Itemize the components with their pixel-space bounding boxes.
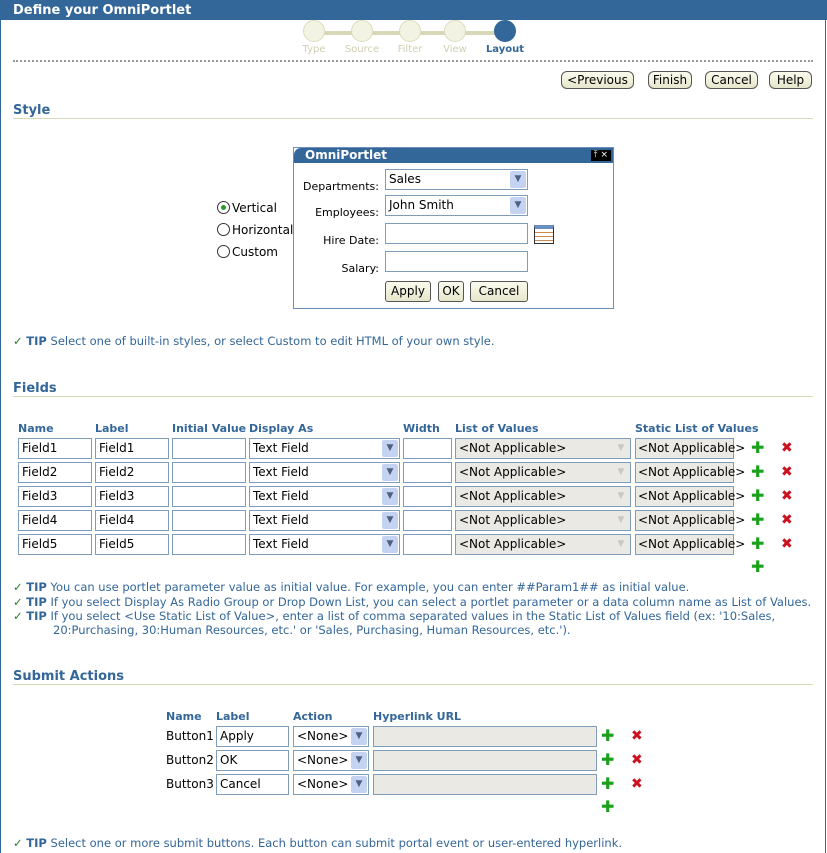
tip-label: TIP (26, 334, 47, 348)
preview-cancel-button[interactable]: Cancel (470, 281, 528, 302)
field-display-as-select-value: Text Field (253, 441, 309, 455)
salary-input[interactable] (385, 251, 528, 272)
tip-text: If you select <Use Static List of Value>, enter a list of comma separated values in the Static List of Values field (ex: '10:Sales, (50, 609, 776, 623)
field-initial-value-input[interactable] (172, 510, 246, 531)
field-static-list-input[interactable]: <Not Applicable> (635, 510, 734, 531)
field-width-input[interactable] (403, 510, 452, 531)
field-label-input[interactable]: Field5 (95, 534, 169, 555)
divider (13, 396, 813, 397)
train-step-view-icon[interactable] (444, 20, 466, 42)
field-name-input[interactable]: Field4 (18, 510, 92, 531)
finish-button[interactable]: Finish (648, 71, 692, 89)
delete-icon[interactable]: ✖ (631, 776, 643, 792)
field-initial-value-input[interactable] (172, 462, 246, 483)
field-list-of-values-select-value: <Not Applicable> (459, 513, 567, 527)
button-action-select-value: <None> (297, 753, 349, 767)
delete-icon[interactable]: ✖ (781, 536, 793, 552)
chevron-down-icon: ▼ (382, 440, 398, 457)
field-label-input[interactable]: Field4 (95, 510, 169, 531)
field-list-of-values-select[interactable] (455, 438, 631, 459)
field-name-input[interactable]: Field2 (18, 462, 92, 483)
employees-label: Employees: (315, 206, 379, 219)
style-radio-label: Vertical (232, 201, 277, 215)
check-icon: ✓ (13, 609, 23, 623)
field-static-list-input[interactable]: <Not Applicable> (635, 534, 734, 555)
employees-select[interactable] (385, 195, 528, 216)
field-width-input[interactable] (403, 534, 452, 555)
field-list-of-values-select-value: <Not Applicable> (459, 489, 567, 503)
departments-value: Sales (389, 172, 421, 186)
field-list-of-values-select[interactable] (455, 486, 631, 507)
button-action-select-value: <None> (297, 729, 349, 743)
field-tip (13, 609, 775, 623)
style-tip (13, 334, 495, 348)
field-display-as-select[interactable] (249, 486, 400, 507)
style-radio-vertical[interactable] (217, 201, 230, 214)
button-name: Button2 (166, 753, 214, 767)
field-display-as-select-value: Text Field (253, 489, 309, 503)
tip-label: TIP (26, 580, 47, 594)
train-step-label: Type (302, 44, 326, 55)
button-action-select[interactable] (293, 750, 369, 771)
button-action-select-value: <None> (297, 777, 349, 791)
style-radio-label: Horizontal (232, 223, 294, 237)
add-icon[interactable]: ✚ (751, 438, 765, 457)
delete-icon[interactable]: ✖ (781, 512, 793, 528)
column-header: Initial Value (172, 422, 247, 435)
tip-label: TIP (26, 595, 47, 609)
field-display-as-select[interactable] (249, 438, 400, 459)
preview-ok-button[interactable]: OK (438, 281, 464, 302)
chevron-down-icon: ▼ (613, 440, 629, 457)
chevron-down-icon: ▼ (351, 776, 367, 793)
add-icon[interactable]: ✚ (601, 797, 615, 816)
chevron-down-icon: ▼ (382, 488, 398, 505)
tip-label: TIP (26, 836, 47, 850)
help-button[interactable]: Help (769, 71, 812, 89)
button-action-select[interactable] (293, 726, 369, 747)
tip-text: If you select Display As Radio Group or Drop Down List, you can select a portlet parameter or a data column name as List of Values. (50, 595, 812, 609)
hyperlink-url-input[interactable] (373, 726, 597, 747)
field-label-input[interactable]: Field3 (95, 486, 169, 507)
train-step-layout-icon (494, 20, 516, 42)
cancel-button[interactable]: Cancel (705, 71, 758, 89)
field-width-input[interactable] (403, 438, 452, 459)
train-step-type-icon[interactable] (303, 20, 325, 42)
train-step-label: Source (344, 44, 380, 55)
add-icon[interactable]: ✚ (751, 510, 765, 529)
add-icon[interactable]: ✚ (751, 462, 765, 481)
column-header: Action (293, 710, 333, 723)
chevron-down-icon: ▼ (613, 512, 629, 529)
field-name-input[interactable]: Field5 (18, 534, 92, 555)
chevron-down-icon: ▼ (510, 197, 526, 214)
column-header: Static List of Values (635, 422, 759, 435)
style-radio-horizontal[interactable] (217, 223, 230, 236)
field-static-list-input[interactable]: <Not Applicable> (635, 462, 734, 483)
field-initial-value-input[interactable] (172, 438, 246, 459)
field-display-as-select[interactable] (249, 462, 400, 483)
employees-value: John Smith (389, 198, 454, 212)
field-static-list-input[interactable]: <Not Applicable> (635, 438, 734, 459)
field-static-list-input[interactable]: <Not Applicable> (635, 486, 734, 507)
train-step-label: Filter (397, 44, 423, 55)
divider (13, 60, 813, 62)
field-label-input[interactable]: Field2 (95, 462, 169, 483)
divider (13, 118, 813, 119)
field-list-of-values-select[interactable] (455, 534, 631, 555)
chevron-down-icon: ▼ (382, 536, 398, 553)
delete-icon[interactable]: ✖ (781, 440, 793, 456)
field-list-of-values-select-value: <Not Applicable> (459, 537, 567, 551)
chevron-down-icon: ▼ (382, 512, 398, 529)
column-header: Label (216, 710, 250, 723)
column-header: Label (95, 422, 129, 435)
submit-actions-heading: Submit Actions (13, 669, 125, 684)
field-tip-continued: 20:Purchasing, 30:Human Resources, etc.' or 'Sales, Purchasing, Human Resources, etc.'). (53, 623, 571, 637)
check-icon: ✓ (13, 580, 23, 594)
check-icon: ✓ (13, 334, 23, 348)
button-name: Button3 (166, 777, 214, 791)
check-icon: ✓ (13, 595, 23, 609)
chevron-down-icon: ▼ (382, 464, 398, 481)
delete-icon[interactable]: ✖ (631, 728, 643, 744)
field-initial-value-input[interactable] (172, 534, 246, 555)
button-label-input[interactable]: Apply (216, 726, 289, 747)
tip-text: You can use portlet parameter value as initial value. For example, you can enter ##Param1## as initial value. (50, 580, 690, 594)
fields-heading: Fields (13, 381, 57, 396)
departments-select[interactable] (385, 169, 528, 190)
field-display-as-select-value: Text Field (253, 513, 309, 527)
chevron-down-icon: ▼ (351, 752, 367, 769)
delete-icon[interactable]: ✖ (781, 488, 793, 504)
button-name: Button1 (166, 729, 214, 743)
field-initial-value-input[interactable] (172, 486, 246, 507)
field-display-as-select[interactable] (249, 534, 400, 555)
button-label-input[interactable]: Cancel (216, 774, 289, 795)
field-list-of-values-select-value: <Not Applicable> (459, 441, 567, 455)
style-preview (293, 147, 614, 309)
check-icon: ✓ (13, 836, 23, 850)
train-step-label: Layout (485, 44, 525, 55)
column-header: Hyperlink URL (373, 710, 462, 723)
chevron-down-icon: ▼ (510, 171, 526, 188)
delete-icon[interactable]: ✖ (781, 464, 793, 480)
field-display-as-select-value: Text Field (253, 537, 309, 551)
submit-tip (13, 836, 622, 850)
style-radio-custom[interactable] (217, 245, 230, 258)
chevron-down-icon: ▼ (613, 536, 629, 553)
column-header: Display As (249, 422, 314, 435)
style-heading: Style (13, 103, 51, 118)
add-icon[interactable]: ✚ (751, 557, 765, 576)
salary-label: Salary: (341, 262, 379, 275)
field-list-of-values-select-value: <Not Applicable> (459, 465, 567, 479)
column-header: Name (166, 710, 202, 723)
add-icon[interactable]: ✚ (751, 486, 765, 505)
preview-title: OmniPortlet (294, 148, 613, 163)
chevron-down-icon: ▼ (613, 464, 629, 481)
field-list-of-values-select[interactable] (455, 510, 631, 531)
preview-window-controls: ⤒ × (591, 150, 611, 161)
train-step-source-icon[interactable] (351, 20, 373, 42)
chevron-down-icon: ▼ (351, 728, 367, 745)
tip-label: TIP (26, 609, 47, 623)
style-radio-label: Custom (232, 245, 278, 259)
train-step-filter-icon[interactable] (399, 20, 421, 42)
field-display-as-select-value: Text Field (253, 465, 309, 479)
departments-label: Departments: (302, 180, 379, 193)
field-label-input[interactable]: Field1 (95, 438, 169, 459)
column-header: List of Values (455, 422, 539, 435)
delete-icon[interactable]: ✖ (631, 752, 643, 768)
calendar-icon[interactable] (534, 225, 554, 244)
field-list-of-values-select[interactable] (455, 462, 631, 483)
add-icon[interactable]: ✚ (601, 774, 615, 793)
field-width-input[interactable] (403, 486, 452, 507)
add-icon[interactable]: ✚ (601, 750, 615, 769)
field-name-input[interactable]: Field1 (18, 438, 92, 459)
chevron-down-icon: ▼ (613, 488, 629, 505)
button-label-input[interactable]: OK (216, 750, 289, 771)
field-tip (13, 595, 811, 609)
page-title: Define your OmniPortlet (1, 0, 827, 20)
column-header: Width (403, 422, 440, 435)
preview-apply-button[interactable]: Apply (385, 281, 431, 302)
hyperlink-url-input[interactable] (373, 774, 597, 795)
field-name-input[interactable]: Field3 (18, 486, 92, 507)
field-display-as-select[interactable] (249, 510, 400, 531)
tip-text: Select one of built-in styles, or select Custom to edit HTML of your own style. (50, 334, 495, 348)
train-step-label: View (443, 44, 467, 55)
divider (13, 684, 813, 685)
column-header: Name (18, 422, 54, 435)
add-icon[interactable]: ✚ (751, 534, 765, 553)
hyperlink-url-input[interactable] (373, 750, 597, 771)
previous-button[interactable]: <Previous (561, 71, 634, 89)
tip-text: Select one or more submit buttons. Each button can submit portal event or user-entered hyperlink. (50, 836, 623, 850)
add-icon[interactable]: ✚ (601, 726, 615, 745)
field-width-input[interactable] (403, 462, 452, 483)
hire-date-input[interactable] (385, 223, 528, 244)
field-tip (13, 580, 689, 594)
hire-date-label: Hire Date: (323, 234, 379, 247)
button-action-select[interactable] (293, 774, 369, 795)
